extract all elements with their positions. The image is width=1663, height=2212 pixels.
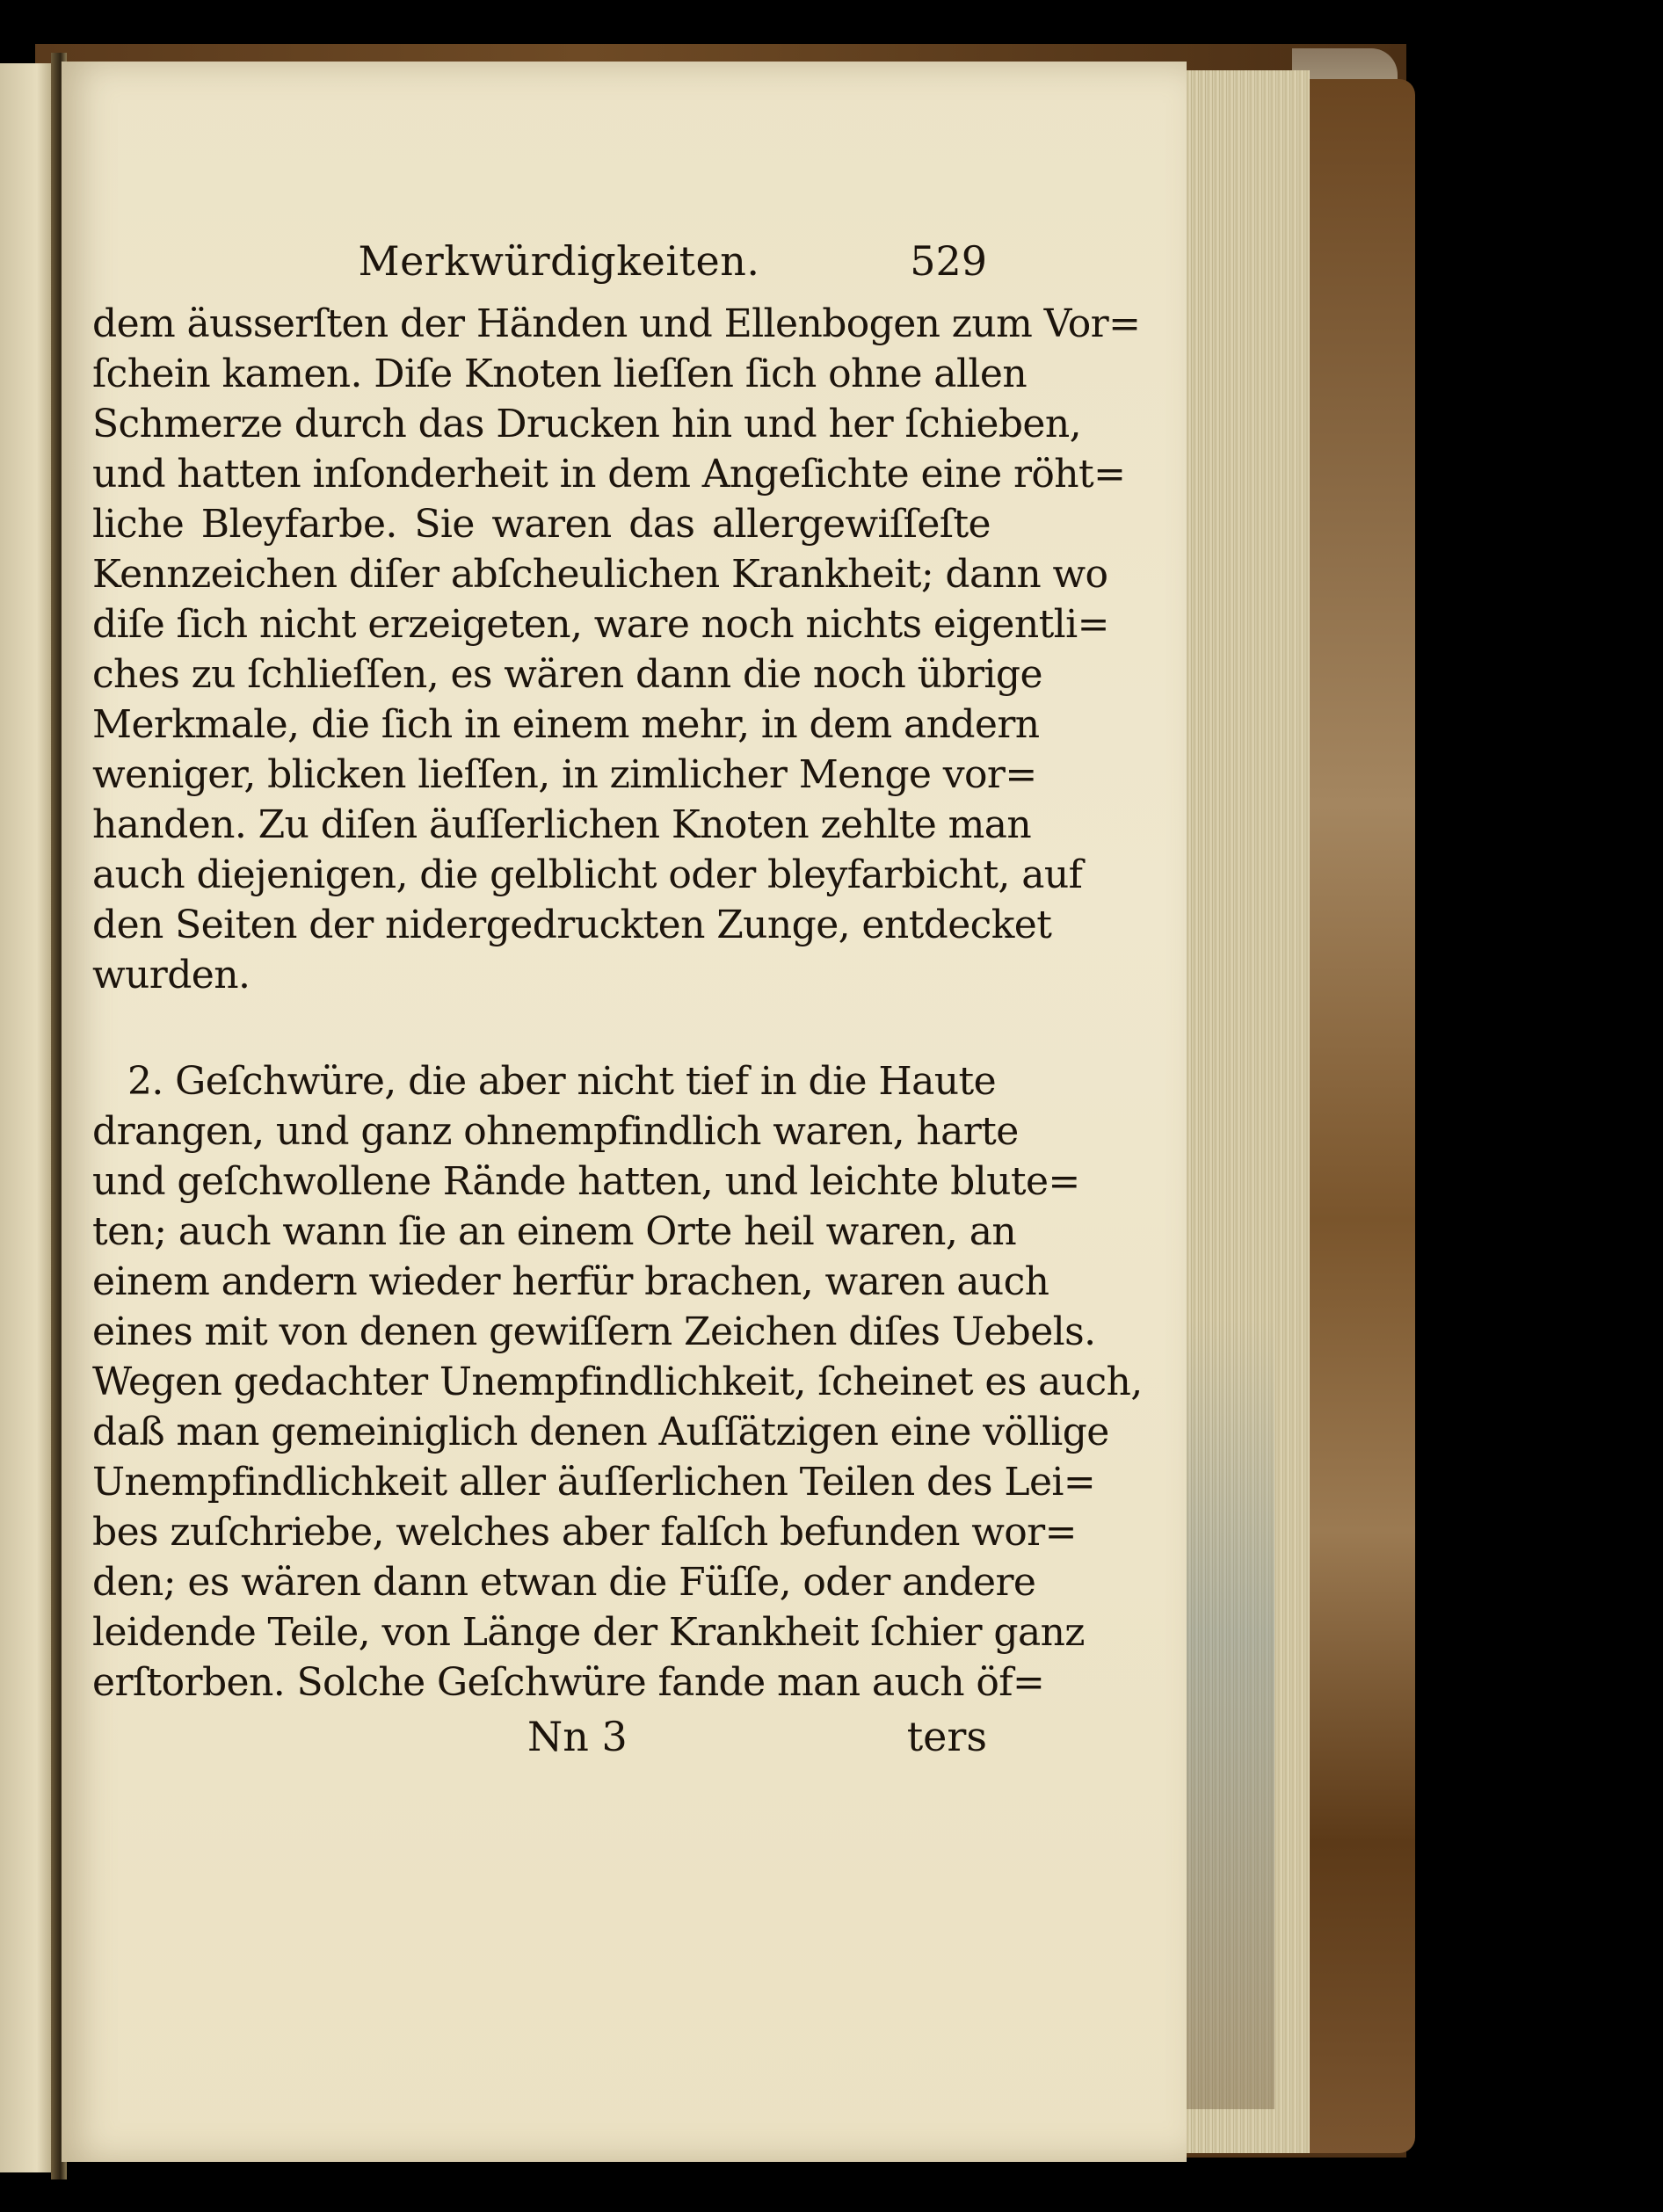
text-line: 2. Geſchwüre, die aber nicht tief in die Haute — [127, 1059, 997, 1104]
leather-spine — [1301, 79, 1415, 2153]
text-line: ſchein kamen. Diſe Knoten lieſſen ſich ohne allen — [92, 352, 1028, 396]
text-line: wurden. — [92, 953, 251, 997]
text-block — [92, 237, 1143, 1774]
page-number: 529 — [910, 237, 987, 285]
text-line: bes zuſchriebe, welches aber falſch befunden wor= — [92, 1510, 1077, 1555]
text-line: liche Bleyfarbe. Sie waren das allergewiſſeſte — [92, 502, 991, 547]
text-line: und hatten inſonderheit in dem Angeſichte eine röht= — [92, 452, 1126, 497]
text-line: Unempfindlichkeit aller äuſſerlichen Teilen des Lei= — [92, 1460, 1096, 1505]
text-line: drangen, und ganz ohnempfindlich waren, harte — [92, 1109, 1019, 1154]
text-line: Schmerze durch das Drucken hin und her ſchieben, — [92, 402, 1081, 446]
text-line: dem äusserſten der Händen und Ellenbogen zum Vor= — [92, 301, 1141, 346]
left-page-edge — [0, 63, 53, 2172]
text-line: den; es wären dann etwan die Füſſe, oder andere — [92, 1560, 1036, 1605]
text-line: ten; auch wann ſie an einem Orte heil waren, an — [92, 1209, 1017, 1254]
running-head-title: Merkwürdigkeiten. — [358, 237, 760, 285]
text-line: weniger, blicken lieſſen, in zimlicher Menge vor= — [92, 752, 1037, 797]
text-line: Wegen gedachter Unempfindlichkeit, ſcheinet es auch, — [92, 1360, 1143, 1404]
paragraph-2 — [92, 1056, 1143, 1708]
text-line: diſe ſich nicht erzeigeten, ware noch nichts eigentli= — [92, 602, 1109, 647]
text-line: eines mit von denen gewiſſern Zeichen diſes Uebels. — [92, 1309, 1096, 1354]
text-line: einem andern wieder herfür brachen, waren auch — [92, 1259, 1049, 1304]
text-line: erſtorben. Solche Geſchwüre fande man auch öf= — [92, 1660, 1045, 1705]
text-line: daß man gemeiniglich denen Auſſätzigen eine völlige — [92, 1410, 1109, 1454]
text-line: handen. Zu diſen äuſſerlichen Knoten zehlte man — [92, 802, 1032, 847]
signature-mark: Nn 3 — [527, 1713, 628, 1760]
text-line: und geſchwollene Rände hatten, und leichte blute= — [92, 1159, 1080, 1204]
running-head — [92, 237, 991, 299]
paragraph-1 — [92, 299, 1141, 1000]
text-line: Merkmale, die ſich in einem mehr, in dem andern — [92, 702, 1040, 747]
text-line: den Seiten der nidergedruckten Zunge, entdecket — [92, 903, 1052, 947]
catchword: ters — [906, 1713, 987, 1760]
text-line: auch diejenigen, die gelblicht oder bleyfarbicht, auf — [92, 852, 1083, 897]
paragraph-gap — [92, 1000, 991, 1056]
page-footer — [92, 1713, 991, 1774]
text-line: ches zu ſchlieſſen, es wären dann die noch übrige — [92, 652, 1042, 697]
text-line: leidende Teile, von Länge der Krankheit ſchier ganz — [92, 1610, 1085, 1655]
text-line: Kennzeichen diſer abſcheulichen Krankheit; dann wo — [92, 552, 1108, 597]
